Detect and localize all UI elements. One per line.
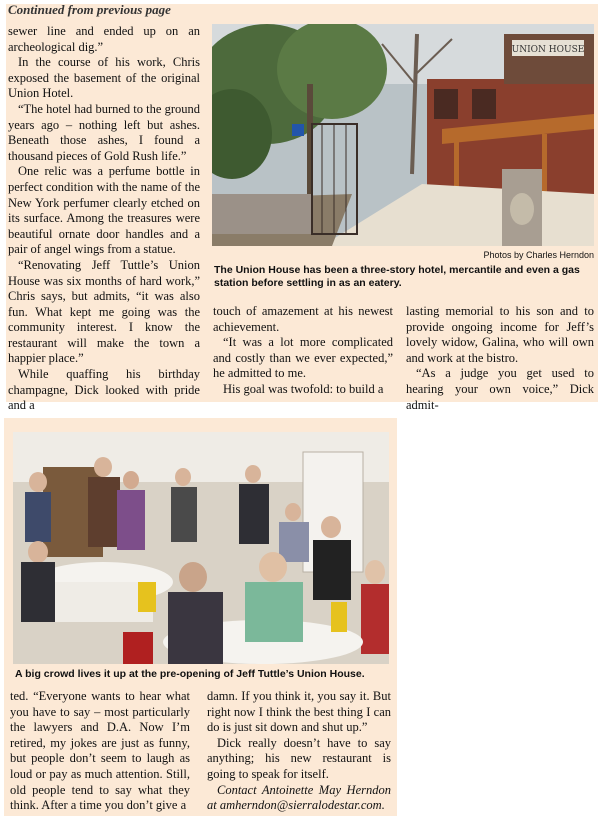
paragraph: “Renovating Jeff Tuttle’s Union House was six months of hard work,” Chris says, but admits, “it was also fun. What kept me going was the community interest. I know the restaurant will make the town a happier place.”: [8, 257, 200, 366]
paragraph: touch of amazement at his newest achievement.: [213, 304, 393, 334]
paragraph: Dick really doesn’t have to say anything; his new restaurant is going to speak for itself.: [207, 735, 391, 781]
paragraph: lasting memorial to his son and to provide ongoing income for Jeff’s lovely widow, Galina, who will own and work at the bistro.: [406, 304, 594, 365]
paragraph: His goal was twofold: to build a: [223, 381, 384, 396]
author-contact: Contact Antoinette May Herndon at amherndon@sierralodestar.com.: [207, 782, 391, 813]
article-column-5: [207, 689, 391, 814]
paragraph: “The hotel had burned to the ground years ago – nothing left but ashes. Beneath those ashes, I found a thousand pieces of Gold Rush life.”: [8, 101, 200, 163]
paragraph: One relic was a perfume bottle in perfect condition with the name of the New York perfumer clearly etched on its surface. Among the treasures were beautiful ornate door handles and a pair of angel wings from a statue.: [8, 164, 200, 257]
union-house-illustration: [212, 24, 594, 246]
paragraph: damn. If you think it, you say it. But right now I think the best thing I can do is just sit down and shut up.”: [207, 689, 391, 735]
union-house-photo: [212, 24, 594, 246]
crowd-photo: [13, 432, 389, 664]
paragraph: “It was a lot more complicated and costly than we ever expected,” he admitted to me.: [213, 335, 393, 381]
paragraph: While quaffing his birthday champagne, Dick looked with pride and a: [8, 367, 200, 413]
photo-caption: A big crowd lives it up at the pre-opening of Jeff Tuttle’s Union House.: [15, 668, 365, 680]
paragraph: sewer line and ended up on an archeological dig.”: [8, 24, 200, 54]
article-column-1: [8, 24, 200, 414]
photo-credit: Photos by Charles Herndon: [483, 250, 594, 260]
paragraph: ted. “Everyone wants to hear what you have to say – most particularly the lawyers and D.A. Now I’m retired, my jokes are just as funny, but people don’t seem to laugh as loud or pay as much attention. Still, old people tend to say what they think. After a time you don’t give a: [10, 689, 190, 813]
paragraph: “As a judge you get used to hearing your own voice,” Dick admit-: [406, 366, 594, 412]
article-column-3: [406, 304, 594, 413]
union-house-sign: UNION HOUSE: [511, 45, 585, 55]
article-column-4: [10, 689, 190, 814]
photo-caption: The Union House has been a three-story hotel, mercantile and even a gas station before settling in as an eatery.: [214, 264, 580, 289]
article-column-2: [213, 304, 393, 398]
crowd-illustration: [13, 432, 389, 664]
paragraph: In the course of his work, Chris exposed the basement of the original Union Hotel.: [8, 55, 200, 101]
continued-label: Continued from previous page: [8, 2, 171, 17]
